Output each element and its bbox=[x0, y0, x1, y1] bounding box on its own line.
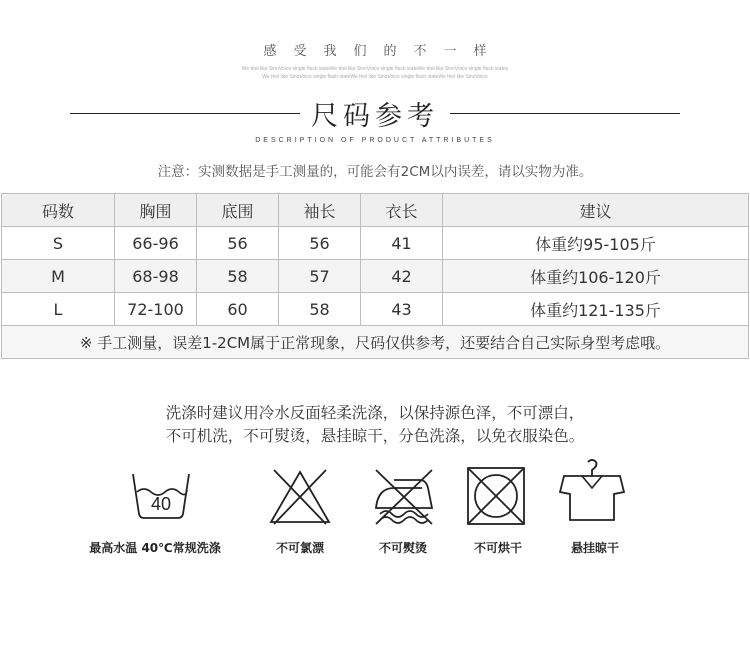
page-title bbox=[0, 94, 750, 133]
table-cell: 体重约121-135斤 bbox=[443, 293, 749, 326]
table-cell: 56 bbox=[279, 227, 361, 260]
page-title-text: 尺码参考 bbox=[303, 101, 447, 132]
table-cell: 57 bbox=[279, 260, 361, 293]
table-footnote-row bbox=[2, 326, 749, 359]
care-label: 不可熨烫 bbox=[378, 541, 427, 555]
table-row bbox=[2, 293, 749, 326]
table-cell: S bbox=[2, 227, 115, 260]
no-tumble-dry-icon bbox=[466, 466, 526, 526]
table-cell: 42 bbox=[361, 260, 443, 293]
table-cell: L bbox=[2, 293, 115, 326]
table-cell: 56 bbox=[197, 227, 279, 260]
care-label: 悬挂晾干 bbox=[570, 541, 619, 555]
size-table bbox=[1, 193, 749, 359]
column-header: 建议 bbox=[443, 194, 749, 227]
brand-tagline: 感受我们的不一样 bbox=[263, 44, 504, 59]
wash-40-icon bbox=[128, 468, 194, 524]
hang-dry-icon bbox=[558, 456, 626, 524]
washing-line: 不可机洗，不可熨烫，悬挂晾干，分色洗涤，以免衣服染色。 bbox=[165, 427, 585, 445]
wash-temperature-number: 40 bbox=[150, 494, 172, 514]
column-header: 胸围 bbox=[115, 194, 197, 227]
table-cell: 58 bbox=[197, 260, 279, 293]
no-iron-icon bbox=[372, 466, 436, 528]
table-cell: 41 bbox=[361, 227, 443, 260]
page-subtitle: DESCRIPTION OF PRODUCT ATTRIBUTES bbox=[255, 137, 495, 144]
care-label: 最高水温 40℃常规洗涤 bbox=[89, 541, 221, 555]
column-header: 底围 bbox=[197, 194, 279, 227]
table-footnote: ※ 手工测量，误差1-2CM属于正常现象，尺码仅供参考，还要结合自己实际身型考虑哦。 bbox=[2, 326, 749, 359]
table-cell: 66-96 bbox=[115, 227, 197, 260]
washing-instructions bbox=[0, 402, 750, 448]
table-cell: 60 bbox=[197, 293, 279, 326]
table-cell: 体重约95-105斤 bbox=[443, 227, 749, 260]
table-cell: 68-98 bbox=[115, 260, 197, 293]
table-row bbox=[2, 227, 749, 260]
table-row bbox=[2, 260, 749, 293]
measurement-notice: 注意：实测数据是手工测量的，可能会有2CM以内误差，请以实物为准。 bbox=[157, 164, 593, 180]
washing-line: 洗涤时建议用冷水反面轻柔洗涤，以保持源色泽，不可漂白， bbox=[165, 404, 585, 422]
fine-print-line: We feel like SinoVoice single flash stateWe feel like SinoVoice single flash stateWe feel like SinoVoice single flash states bbox=[241, 66, 509, 72]
column-header: 袖长 bbox=[279, 194, 361, 227]
column-header: 码数 bbox=[2, 194, 115, 227]
table-cell: 43 bbox=[361, 293, 443, 326]
table-cell: 体重约106-120斤 bbox=[443, 260, 749, 293]
table-cell: 58 bbox=[279, 293, 361, 326]
care-label: 不可氯漂 bbox=[275, 541, 324, 555]
column-header: 衣长 bbox=[361, 194, 443, 227]
table-cell: 72-100 bbox=[115, 293, 197, 326]
no-bleach-icon bbox=[268, 468, 332, 526]
care-label: 不可烘干 bbox=[473, 541, 522, 555]
table-header-row bbox=[2, 194, 749, 227]
fine-print-line: We feel like SinoVoice single flash stateWe feel like SinoVoice single flash stateWe feel like SinoVoice bbox=[262, 74, 488, 80]
table-cell: M bbox=[2, 260, 115, 293]
